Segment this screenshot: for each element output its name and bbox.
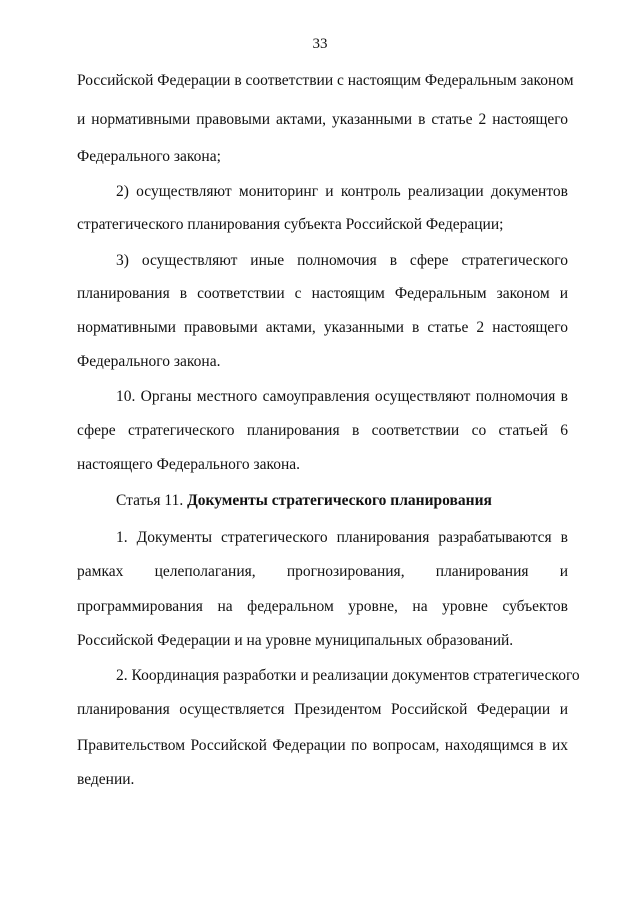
text-line: настоящего Федерального закона.	[77, 456, 301, 473]
text-line: ведении.	[77, 771, 135, 788]
text-line: планирования осуществляется Президентом Российской Федерации и	[77, 701, 568, 718]
text-line: 3) осуществляют иные полномочия в сфере стратегического	[116, 252, 568, 269]
article-title: Документы стратегического планирования	[187, 492, 492, 509]
text-line: Федерального закона.	[77, 353, 221, 370]
text-line: 2. Координация разработки и реализации документов стратегического	[116, 667, 580, 684]
text-line: программирования на федеральном уровне, на уровне субъектов	[77, 598, 568, 615]
text-line: планирования в соответствии с настоящим Федеральным законом и	[77, 285, 568, 302]
article-number: Статья 11.	[116, 492, 184, 509]
text-line: рамках целеполагания, прогнозирования, планирования и	[77, 563, 568, 580]
text-line: сфере стратегического планирования в соответствии со статьей 6	[77, 422, 568, 439]
text-line: Правительством Российской Федерации по вопросам, находящимся в их	[77, 737, 568, 754]
text-line: нормативными правовыми актами, указанными в статье 2 настоящего	[77, 319, 568, 336]
article-heading	[116, 491, 568, 511]
text-line: Российской Федерации в соответствии с настоящим Федеральным законом	[77, 72, 574, 89]
page-number: 33	[312, 36, 328, 52]
text-line: и нормативными правовыми актами, указанными в статье 2 настоящего	[77, 111, 568, 128]
text-line: 10. Органы местного самоуправления осуществляют полномочия в	[116, 388, 568, 405]
text-line: Российской Федерации и на уровне муниципальных образований.	[77, 632, 514, 649]
text-line: 1. Документы стратегического планирования разрабатываются в	[116, 529, 568, 546]
text-line: Федерального закона;	[77, 148, 221, 165]
text-line: 2) осуществляют мониторинг и контроль реализации документов	[116, 183, 568, 200]
text-line: стратегического планирования субъекта Российской Федерации;	[77, 216, 504, 233]
